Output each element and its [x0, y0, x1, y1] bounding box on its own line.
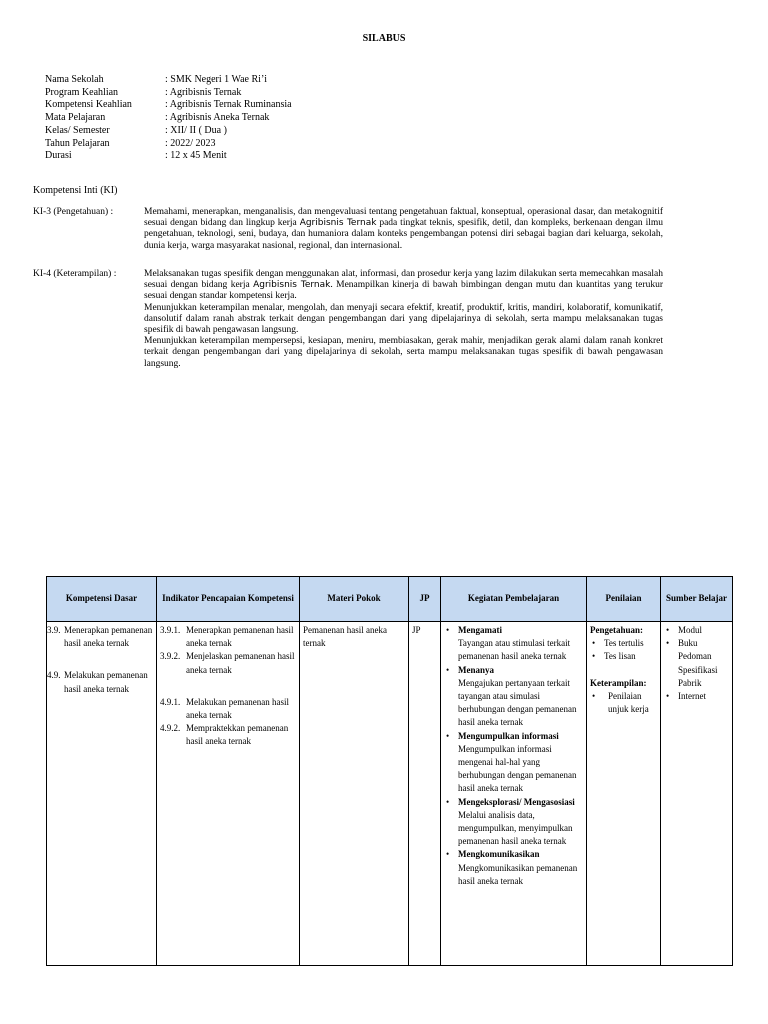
list-item: • Tes tertulis [590, 637, 657, 650]
indikator-number: 4.9.2. [160, 723, 181, 734]
ki4-paragraph-1 [144, 269, 663, 303]
kd-text: Melakukan pemanenan hasil aneka ternak [64, 670, 148, 694]
kegiatan-desc: Mengumpulkan informasi mengenai hal-hal yang berhubungan dengan pemanenan hasil aneka ternak [458, 743, 577, 794]
cell-sumber-belajar [661, 622, 733, 966]
info-value: : Agribisnis Aneka Ternak [165, 112, 270, 124]
kegiatan-desc: Mengajukan pertanyaan terkait tayangan atau simulasi berhubungan dengan pemanenan hasil aneka ternak [458, 677, 577, 728]
penilaian-keterampilan-list [590, 690, 657, 716]
list-item [444, 796, 583, 849]
ki4-p1-field: Agribisnis Ternak [253, 280, 331, 291]
list-item: • Modul [664, 624, 729, 637]
cell-indikator [157, 622, 300, 966]
info-row-competency [45, 99, 292, 112]
ki3-text [144, 207, 663, 252]
info-row-school [45, 74, 292, 87]
info-value: : Agribisnis Ternak Ruminansia [165, 99, 292, 111]
ki4-paragraph-2: Menunjukkan keterampilan menalar, mengolah, dan menyaji secara efektif, kreatif, produktif, kritis, mandiri, kolaboratif, komunikatif, dansolutif dalam ranah abstrak terkait dengan pengembangan dari yang dipelajarinya di sekolah, serta mampu melaksanakan tugas spesifik di bawah pengawasan langsung. [144, 302, 663, 336]
list-item [444, 624, 583, 664]
document-title: SILABUS [362, 33, 406, 44]
ki4-p1-b: . Menampilkan kinerja di bawah bimbingan dengan mutu dan kuantitas yang terukur sesuai dengan standar kompetensi kerja. [144, 280, 663, 302]
school-info [45, 74, 292, 163]
ki4-paragraph-3: Menunjukkan keterampilan mempersepsi, kesiapan, meniru, membiasakan, gerak mahir, menjadikan gerak alami dalam ranah konkret terkait dengan pengembangan dari yang dipelajarinya di sekolah, serta mampu melaksanakan tugas spesifik di bawah pengawasan langsung. [144, 336, 663, 369]
kd-item [47, 669, 153, 695]
info-row-duration [45, 150, 292, 163]
kegiatan-title: • Mengamati [458, 625, 502, 635]
info-value: : 2022/ 2023 [165, 137, 216, 149]
list-item: • Buku Pedoman Spesifikasi Pabrik [664, 637, 729, 690]
silabus-table [46, 576, 733, 966]
list-item: • Penilaian unjuk kerja [590, 690, 657, 716]
ki4-block [33, 269, 663, 370]
list-item: • Internet [664, 690, 729, 703]
cell-materi-pokok: Pemanenan hasil aneka ternak [300, 622, 409, 966]
kd-number: 4.9. [47, 670, 61, 681]
indikator-number: 4.9.1. [160, 696, 181, 707]
kegiatan-list [444, 624, 583, 888]
info-value: : XII/ II ( Dua ) [165, 124, 227, 136]
indikator-number: 3.9.2. [160, 651, 181, 662]
ki3-text-b: pada tingkat teknis, spesifik, detil, dan kompleks, berkenaan dengan ilmu pengetahuan, teknologi, seni, budaya, dan humaniora dalam konteks pengembangan potensi diri sebagai bagian dari keluarga, sekolah, dunia kerja, warga masyarakat nasional, regional, dan internasional. [144, 218, 663, 251]
indikator-item [160, 650, 296, 676]
header-kegiatan: Kegiatan Pembelajaran [441, 577, 587, 622]
info-label: Kompetensi Keahlian [45, 99, 132, 111]
list-item: • Tes lisan [590, 650, 657, 663]
cell-jp: JP [409, 622, 441, 966]
penilaian-pengetahuan-list [590, 637, 657, 663]
sumber-list [664, 624, 729, 703]
indikator-text: Melakukan pemanenan hasil aneka ternak [186, 696, 289, 721]
header-indikator: Indikator Pencapaian Kompetensi [157, 577, 300, 622]
kegiatan-desc: Tayangan atau stimulasi terkait pemanenan hasil aneka ternak [458, 638, 571, 662]
info-value: : Agribisnis Ternak [165, 86, 242, 98]
kegiatan-title: • Mengkomunikasikan [458, 849, 540, 860]
ki4-text [144, 269, 663, 370]
penilaian-pengetahuan-label: Pengetahuan: [590, 625, 644, 635]
header-jp: JP [409, 577, 441, 622]
indikator-item [160, 624, 296, 650]
info-label: Mata Pelajaran [45, 112, 106, 124]
header-sumber-belajar: Sumber Belajar [661, 577, 733, 622]
header-materi-pokok: Materi Pokok [300, 577, 409, 622]
ki3-label: KI-3 (Pengetahuan) : [33, 207, 114, 217]
indikator-item [160, 696, 296, 722]
header-penilaian: Penilaian [587, 577, 661, 622]
kegiatan-title: • Mengumpulkan informasi [458, 730, 559, 741]
info-label: Nama Sekolah [45, 74, 104, 85]
kegiatan-desc: Melalui analisis data, mengumpulkan, menyimpulkan pemanenan hasil aneka ternak [458, 809, 573, 847]
info-label: Kelas/ Semester [45, 124, 110, 136]
list-item [444, 730, 583, 796]
indikator-text: Menerapkan pemanenan hasil aneka ternak [186, 625, 294, 649]
info-label: Tahun Pelajaran [45, 137, 110, 149]
ki-heading: Kompetensi Inti (KI) [33, 185, 118, 196]
indikator-text: Menjelaskan pemanenan hasil aneka ternak [186, 651, 295, 675]
indikator-number: 3.9.1. [160, 625, 181, 635]
kd-item [47, 624, 153, 650]
info-row-year [45, 138, 292, 151]
info-value: : SMK Negeri 1 Wae Ri’i [165, 74, 268, 85]
kd-number: 3.9. [47, 625, 61, 635]
indikator-text: Mempraktekkan pemanenan hasil aneka ternak [186, 723, 289, 747]
ki3-text-a: Memahami, menerapkan, menganalisis, dan mengevaluasi tentang pengetahuan faktual, konseptual, operasional dasar, dan metakognitif sesuai dengan bidang dan lingkup kerja [144, 207, 663, 229]
cell-kompetensi-dasar [47, 622, 157, 966]
cell-kegiatan [441, 622, 587, 966]
kegiatan-desc: Mengkomunikasikan pemanenan hasil aneka ternak [458, 862, 578, 886]
info-row-class [45, 125, 292, 138]
ki4-label: KI-4 (Keterampilan) : [33, 269, 117, 279]
info-label: Durasi [45, 150, 72, 162]
kd-text: Menerapkan pemanenan hasil aneka ternak [64, 625, 153, 649]
list-item [444, 848, 583, 888]
ki3-block [33, 207, 663, 252]
header-kompetensi-dasar: Kompetensi Dasar [47, 577, 157, 622]
table-row [47, 622, 733, 966]
info-row-subject [45, 112, 292, 125]
ki4-p1-a: Melaksanakan tugas spesifik dengan menggunakan alat, informasi, dan prosedur kerja yang lazim dilakukan serta memecahkan masalah sesuai dengan bidang kerja [144, 269, 663, 291]
ki3-text-field: Agribisnis Ternak [299, 218, 377, 229]
kegiatan-title: • Menanya [458, 664, 494, 675]
info-row-program [45, 87, 292, 100]
kegiatan-title: • Mengeksplorasi/ Mengasosiasi [458, 796, 575, 807]
indikator-item [160, 722, 296, 748]
cell-penilaian [587, 622, 661, 966]
list-item [444, 664, 583, 730]
penilaian-keterampilan-label: Keterampilan: [590, 677, 647, 688]
table-header-row [47, 577, 733, 622]
info-label: Program Keahlian [45, 86, 119, 98]
info-value: : 12 x 45 Menit [165, 150, 227, 162]
